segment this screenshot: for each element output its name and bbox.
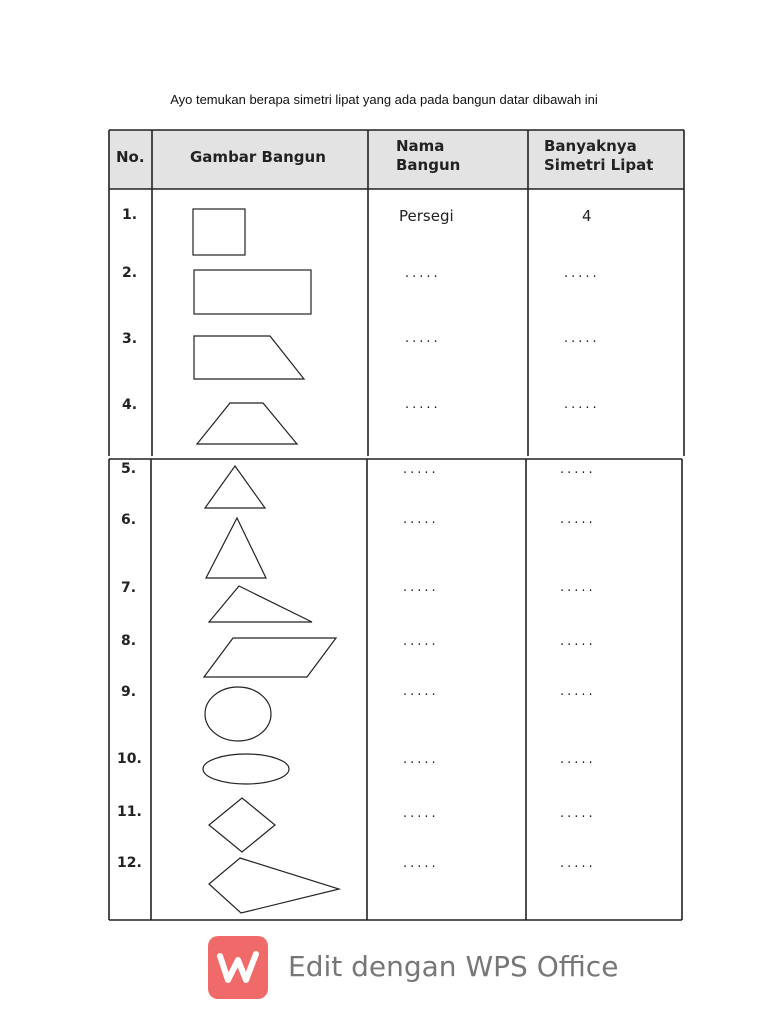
shape-rectangle [194,270,311,314]
row-number: 12. [117,855,142,871]
header-nama-line1: Nama [396,137,445,155]
shape-scalene-triangle [209,586,312,622]
wps-logo-icon[interactable] [208,936,268,999]
banyak-simetri-blank: ..... [560,580,596,595]
shape-isosceles-triangle [206,518,266,578]
shape-equilateral-triangle [205,466,265,508]
row-number: 11. [117,804,142,820]
nama-bangun-blank: ..... [403,752,439,767]
banyak-simetri-blank: ..... [560,512,596,527]
nama-bangun-blank: ..... [403,462,439,477]
nama-bangun-blank: ..... [403,856,439,871]
instruction-text: Ayo temukan berapa simetri lipat yang ada pada bangun datar dibawah ini [170,92,598,107]
row-number: 2. [122,265,138,281]
shape-circle [205,687,271,741]
banyak-simetri-blank: ..... [560,634,596,649]
nama-bangun-blank: ..... [403,634,439,649]
wps-watermark-text[interactable]: Edit dengan WPS Office [288,950,619,983]
wps-watermark[interactable] [208,936,619,1000]
row-number: 3. [122,331,138,347]
shape-isosceles-trapezoid [197,403,297,444]
row-number: 1. [122,207,138,223]
nama-bangun-value: Persegi [399,207,454,225]
banyak-simetri-blank: ..... [560,684,596,699]
shape-right-trapezoid [194,336,304,379]
shape-square [193,209,245,255]
banyak-simetri-blank: ..... [560,856,596,871]
nama-bangun-blank: ..... [403,806,439,821]
shape-rhombus [209,798,275,852]
shape-parallelogram [204,638,336,677]
table-bottom-grid [109,459,682,920]
nama-bangun-blank: ..... [403,684,439,699]
banyak-simetri-blank: ..... [564,397,600,412]
banyak-simetri-blank: ..... [560,752,596,767]
shape-kite [209,858,339,913]
header-banyaknya-line2: Simetri Lipat [544,156,654,174]
row-number: 10. [117,751,142,767]
header-gambar-bangun: Gambar Bangun [190,148,326,166]
row-number: 4. [122,397,138,413]
nama-bangun-blank: ..... [405,397,441,412]
header-no: No. [116,148,145,166]
row-number: 9. [121,684,137,700]
header-banyaknya-line1: Banyaknya [544,137,637,155]
row-number: 7. [121,580,137,596]
row-number: 5. [121,461,137,477]
row-number: 8. [121,633,137,649]
banyak-simetri-blank: ..... [560,806,596,821]
banyak-simetri-value: 4 [582,207,592,225]
header-nama-line2: Bangun [396,156,461,174]
row-number: 6. [121,512,137,528]
nama-bangun-blank: ..... [405,266,441,281]
banyak-simetri-blank: ..... [564,331,600,346]
banyak-simetri-blank: ..... [560,462,596,477]
shape-ellipse [203,754,289,784]
nama-bangun-blank: ..... [405,331,441,346]
nama-bangun-blank: ..... [403,512,439,527]
nama-bangun-blank: ..... [403,580,439,595]
banyak-simetri-blank: ..... [564,266,600,281]
